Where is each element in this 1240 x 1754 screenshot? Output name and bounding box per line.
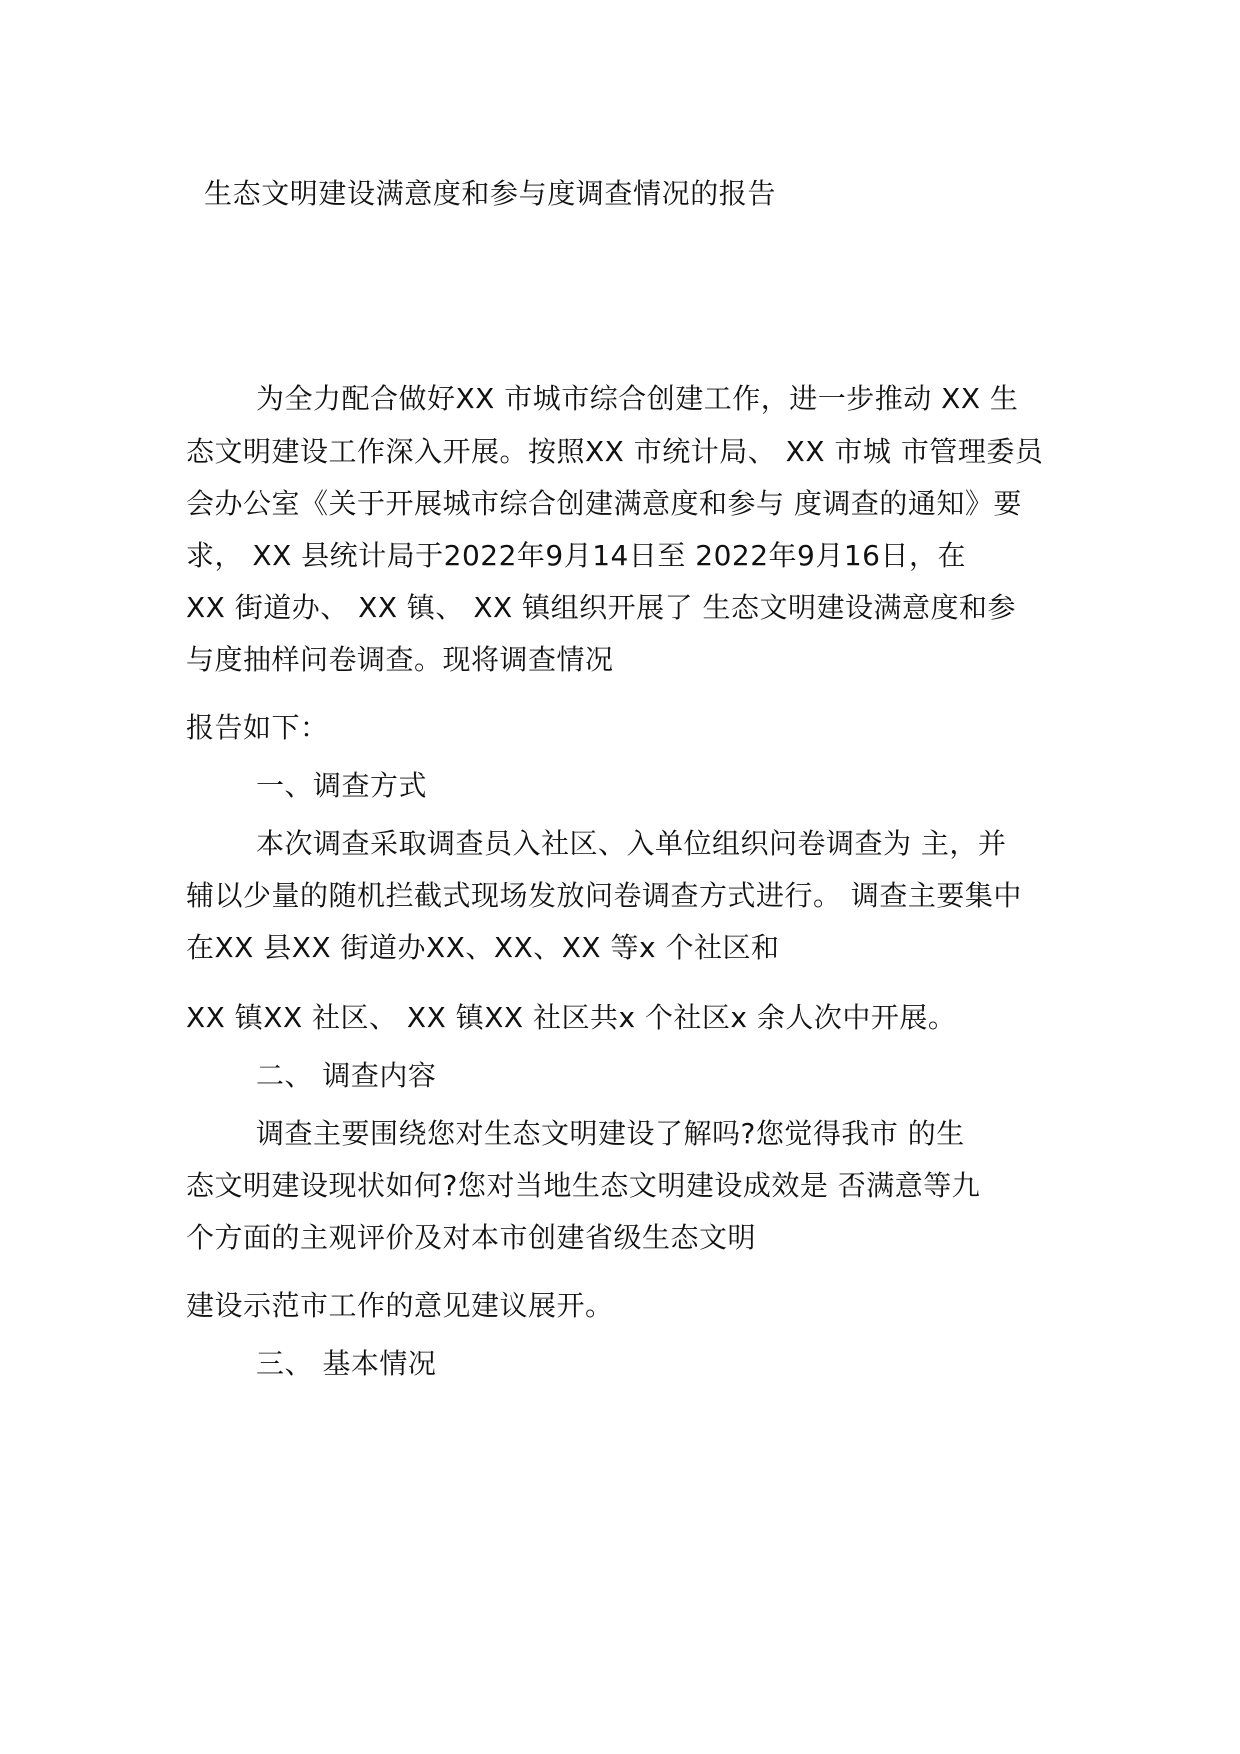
document-title: 生态文明建设满意度和参与度调查情况的报告 xyxy=(204,177,777,210)
section2-line-2: 态文明建设现状如何?您对当地生态文明建设成效是 否满意等九 xyxy=(186,1169,981,1202)
intro-line-2: 态文明建设工作深入开展。按照XX 市统计局、 XX 市城 市管理委员 xyxy=(186,435,1044,468)
intro-line-4: 求， XX 县统计局于2022年9月14日至 2022年9月16日，在 xyxy=(186,539,966,572)
section1-line-2: 辅以少量的随机拦截式现场发放问卷调查方式进行。 调查主要集中 xyxy=(186,879,1022,912)
section2-line-1: 调查主要围绕您对生态文明建设了解吗?您觉得我市 的生 xyxy=(256,1117,965,1150)
intro-line-end: 报告如下： xyxy=(186,711,329,744)
intro-line-1: 为全力配合做好XX 市城市综合创建工作，进一步推动 XX 生 xyxy=(256,382,1019,415)
section1-line-1: 本次调查采取调查员入社区、入单位组织问卷调查为 主，并 xyxy=(256,827,1007,860)
section2-line-end: 建设示范市工作的意见建议展开。 xyxy=(186,1289,614,1322)
intro-line-6: 与度抽样问卷调查。现将调查情况 xyxy=(186,643,614,676)
section1-line-end: XX 镇XX 社区、 XX 镇XX 社区共x 个社区x 余人次中开展。 xyxy=(186,1001,957,1034)
section2-line-3: 个方面的主观评价及对本市创建省级生态文明 xyxy=(186,1221,757,1254)
section1-line-3: 在XX 县XX 街道办XX、XX、XX 等x 个社区和 xyxy=(186,931,780,964)
intro-line-5: XX 街道办、 XX 镇、 XX 镇组织开展了 生态文明建设满意度和参 xyxy=(186,591,1016,624)
section3-heading: 三、 基本情况 xyxy=(256,1347,437,1380)
intro-line-3: 会办公室《关于开展城市综合创建满意度和参与 度调查的通知》要 xyxy=(186,487,1022,520)
section2-heading: 二、 调查内容 xyxy=(256,1059,437,1092)
section1-heading: 一、调查方式 xyxy=(256,769,428,802)
